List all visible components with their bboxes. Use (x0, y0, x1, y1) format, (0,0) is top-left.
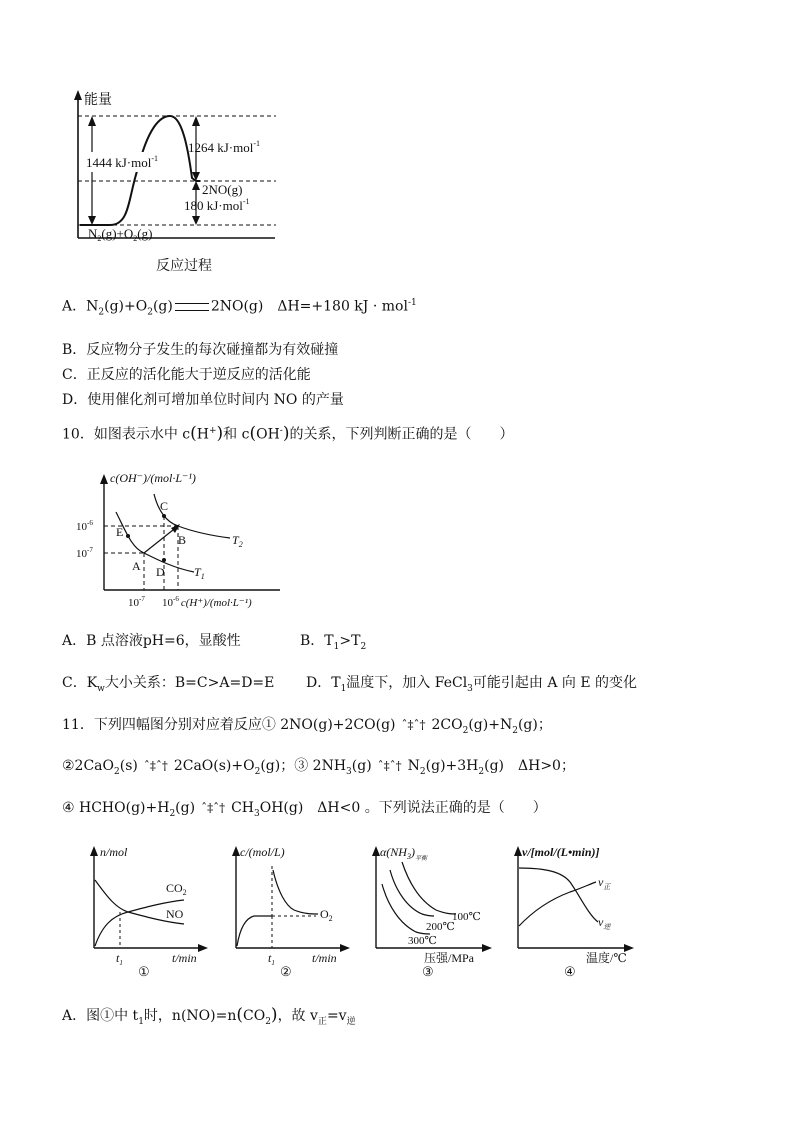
reactant-label: $N_2(g)+O_2(g)$ (88, 226, 153, 243)
q11-option-a: A．图①中 $t_1$时，$n(NO)=n(CO_2)$，故 $v_正=v_逆$ (62, 1005, 356, 1027)
point-b-label: B (178, 533, 187, 547)
g2-curve-fall (273, 870, 318, 914)
q11-stem-line1: 11．下列四幅图分别对应着反应① 2NO(g)+2CO(g) ˆ‡ˆ† $2CO_2(g)+N_2(g)$； (62, 717, 552, 736)
energy-diagram (60, 88, 300, 278)
g3-label-300: 300℃ (408, 935, 437, 947)
q10-option-a: A．B 点溶液pH=6，显酸性 (62, 633, 241, 649)
y-tick-lo: $10^{-7}$ (76, 546, 93, 560)
g1-ylabel: n/mol (100, 845, 128, 859)
g3-ylabel: $\alpha(NH_3)_{平衡}$ (380, 845, 427, 862)
g3-curve-300 (382, 884, 430, 934)
g4-series-reverse: $v_逆$ (598, 915, 611, 931)
point-d-label: D (156, 565, 165, 579)
g1-xlabel: t/min (172, 951, 197, 965)
g3-xlabel: 压强/MPa (424, 951, 475, 965)
graph-3 (364, 842, 494, 977)
q10-option-c: C．$K_w$大小关系：B=C>A=D=E (62, 675, 275, 694)
q9-option-b: B．反应物分子发生的每次碰撞都为有效碰撞 (62, 342, 339, 358)
kw-y-axis-label: c(OH⁻)/(mol·L⁻¹) (110, 471, 196, 485)
g1-t1: $t_1$ (116, 951, 123, 967)
y-tick-hi: $10^{-6}$ (76, 519, 93, 533)
g3-curve-200 (390, 870, 434, 916)
kw-x-axis-label: $10^{-6}$ c(H⁺)/(mol·L⁻¹) (162, 595, 252, 609)
g4-number: ④ (564, 964, 576, 977)
q11-stem-line2: ②2CaO$_2$(s) ˆ‡ˆ† $2CaO(s)+O_2(g)$；③ $2NH_3(g)$ ˆ‡ˆ† $N_2(g)+3H_2(g)$ ΔH>0； (62, 758, 575, 777)
x-tick-lo: $10^{-7}$ (128, 595, 145, 609)
t1-label: $T_1$ (194, 565, 205, 581)
delta-h-label: 180 kJ·mol$^{-1}$ (184, 197, 250, 213)
q10-stem: 10．如图表示水中 c(H+)和 c(OH-)的关系，下列判断正确的是（ ） (62, 423, 514, 444)
kw-diagram (70, 460, 290, 620)
g3-label-100: 100℃ (452, 911, 481, 923)
graph-2 (222, 842, 352, 977)
point-a-label: A (132, 559, 141, 573)
g3-label-200: 200℃ (426, 921, 455, 933)
energy-axis-label: 能量 (84, 93, 112, 108)
g4-xlabel: 温度/℃ (586, 951, 627, 965)
t2-label: $T_2$ (232, 533, 243, 549)
graph-1 (80, 842, 210, 977)
g2-xlabel: t/min (312, 951, 337, 965)
g4-series-forward: $v_正$ (598, 875, 611, 891)
g1-series-co2: $CO_2$ (166, 881, 187, 897)
point-c-label: C (160, 499, 169, 513)
g1-series-no: NO (166, 907, 184, 921)
reverse-activation-label: 1264 kJ·mol$^{-1}$ (188, 139, 261, 155)
g1-number: ① (138, 964, 150, 977)
forward-activation-label: 1444 kJ·mol$^{-1}$ (86, 154, 159, 170)
q11-stem-line3: ④ $HCHO(g)+H_2(g)$ ˆ‡ˆ† $CH_3OH(g)$ ΔH<0 。下列说法正确的是（ ） (62, 800, 547, 819)
g4-ylabel: v/[mol/(L•min)] (522, 845, 600, 859)
q10-option-d: D．$T_1$温度下，加入 FeCl$_3$可能引起由 A 向 E 的变化 (306, 675, 638, 694)
g2-number: ② (280, 964, 292, 977)
equals-arrow (175, 303, 209, 311)
product-label: 2NO(g) (202, 182, 243, 197)
reaction-axis-label: 反应过程 (156, 259, 212, 274)
q9-option-c: C．正反应的活化能大于逆反应的活化能 (62, 367, 311, 383)
q9-option-d: D．使用催化剂可增加单位时间内 NO 的产量 (62, 392, 344, 408)
g4-curve-forward (519, 868, 598, 922)
g2-t1: $t_1$ (268, 951, 275, 967)
g3-number: ③ (422, 964, 434, 977)
g2-ylabel: c/(mol/L) (240, 845, 285, 859)
q9-option-a: A．$N_2(g)+O_2(g)$ 2NO(g) ΔH=+180 kJ · mol$^{-1}$ (62, 298, 417, 318)
graph-4 (506, 842, 641, 977)
g2-curve-rise (237, 916, 272, 946)
point-e-label: E (116, 525, 124, 539)
q10-option-b: B．$T_1>T_2$ (300, 633, 367, 652)
g2-series-o2: $O_2$ (320, 907, 333, 923)
